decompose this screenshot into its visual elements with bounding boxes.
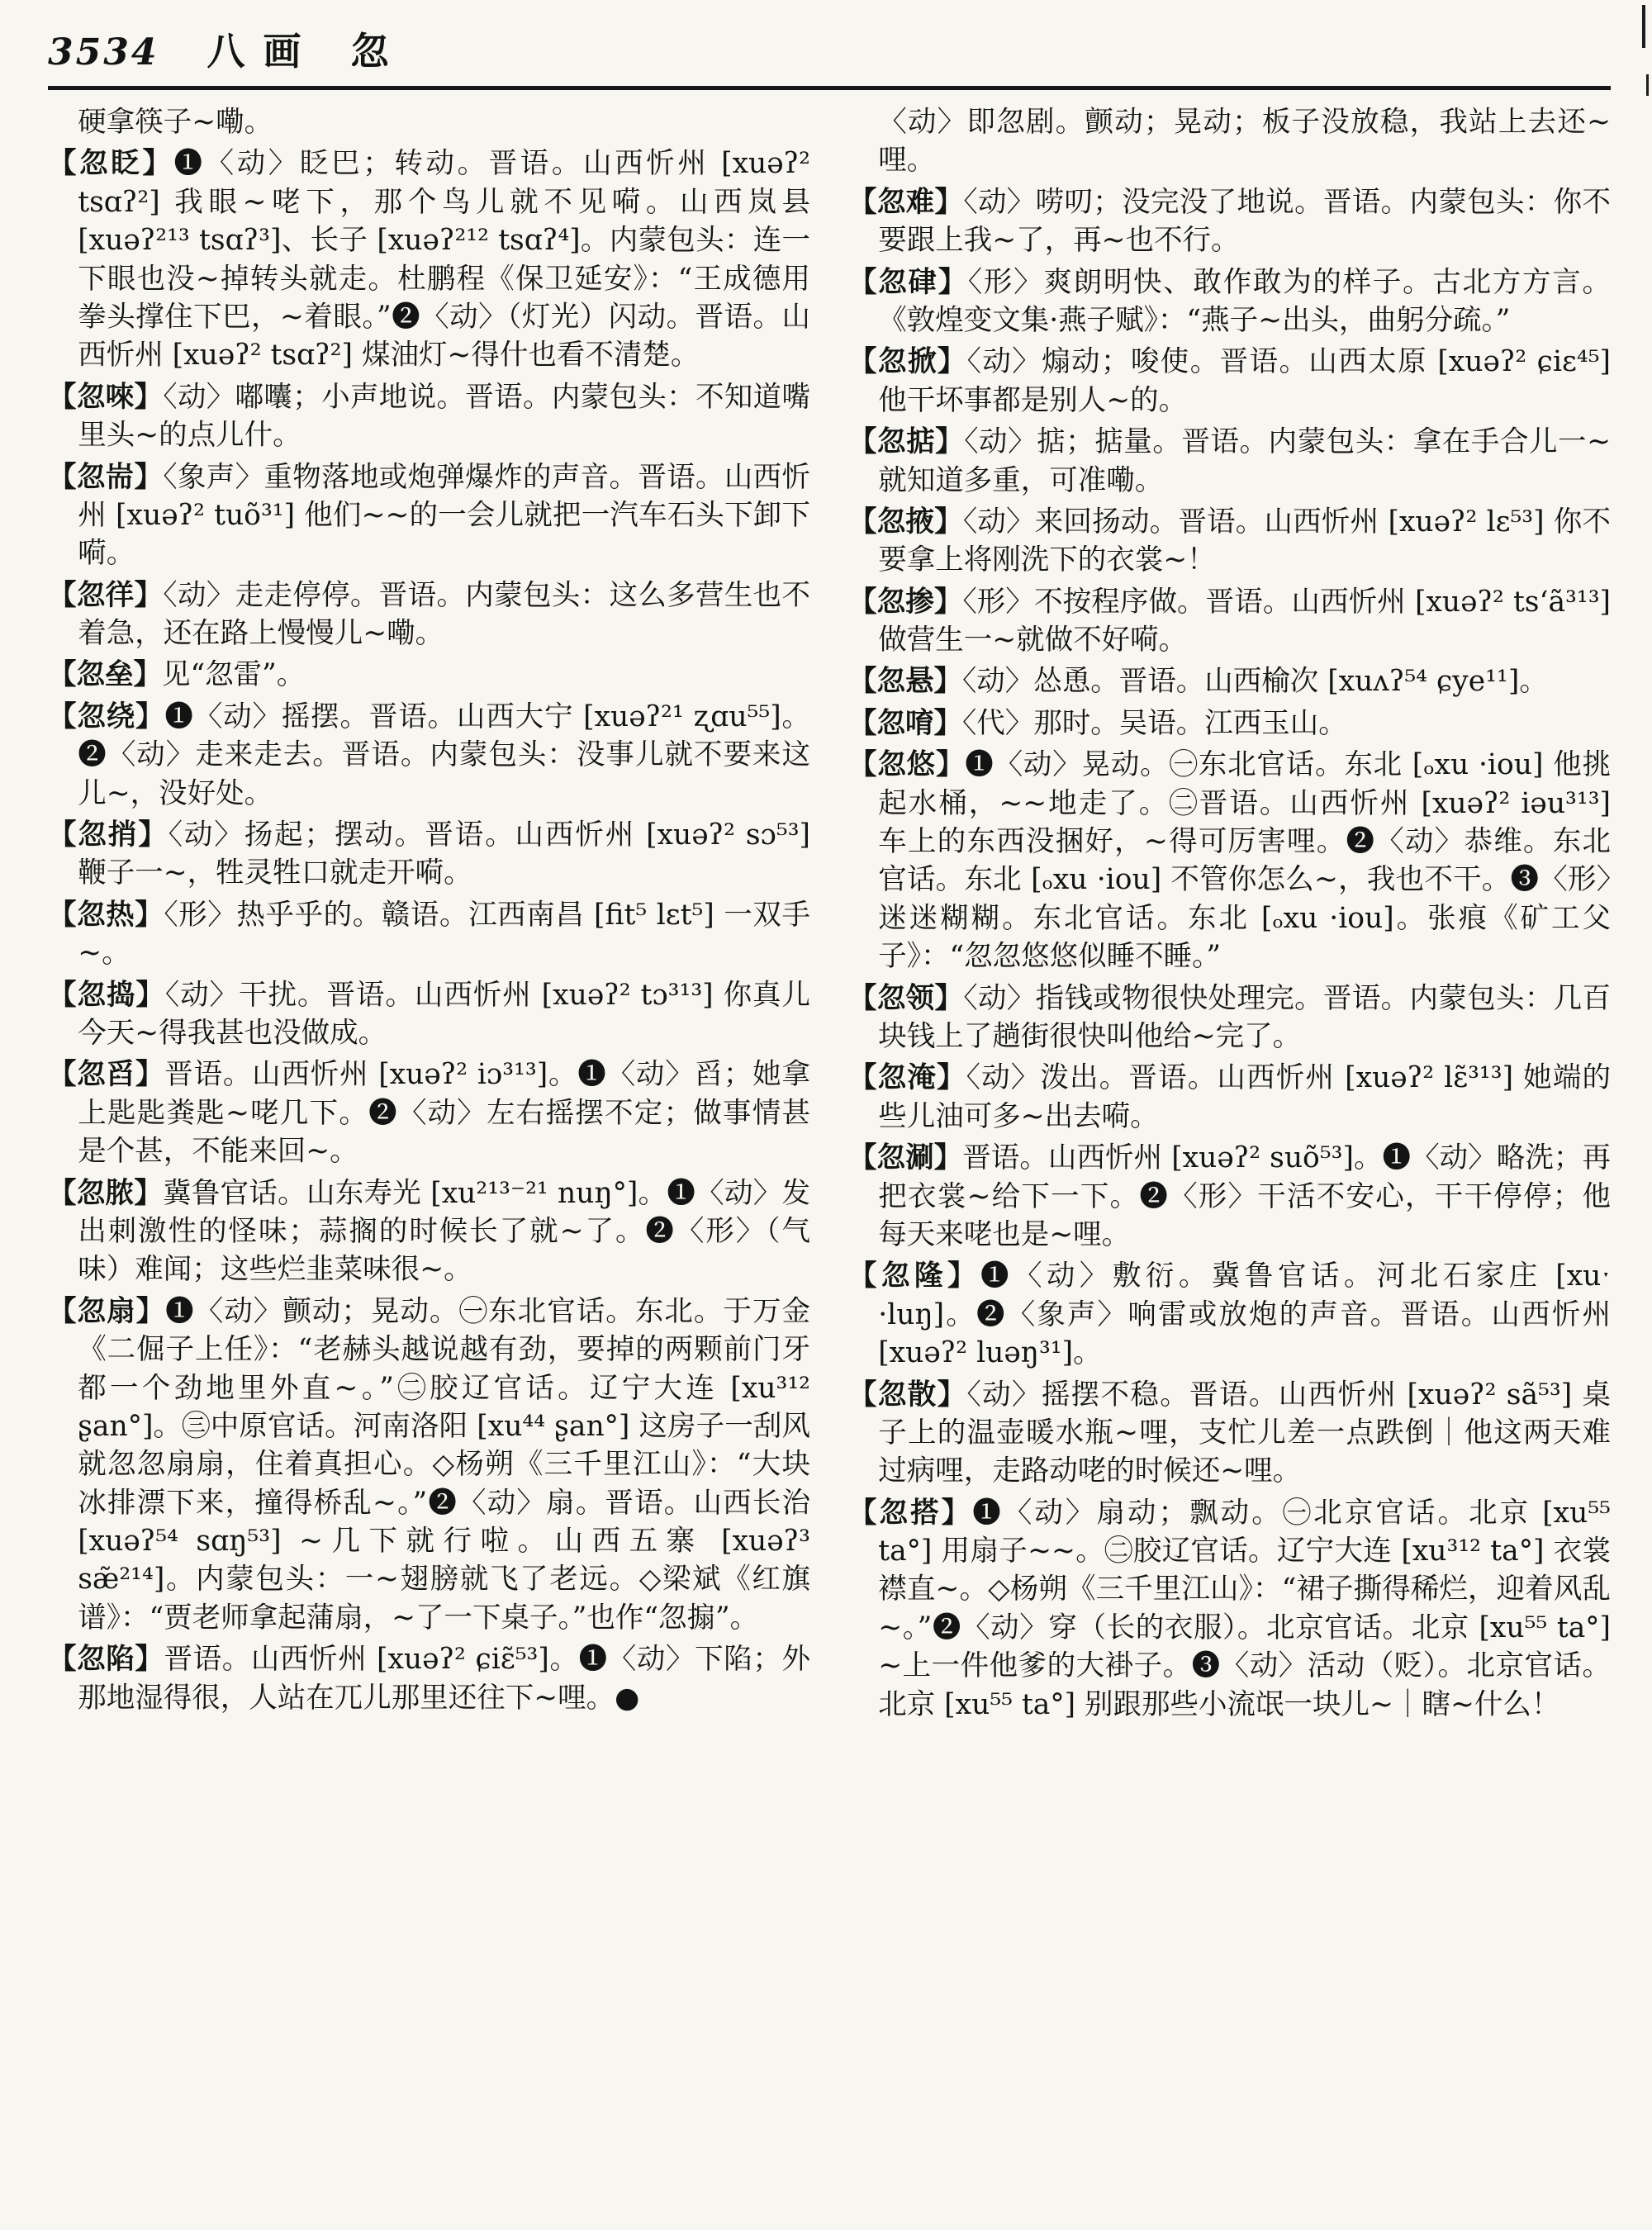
page-number: 3534 bbox=[48, 31, 159, 74]
dictionary-entry bbox=[48, 145, 810, 374]
entry-body: 〈动〉掂；掂量。晋语。内蒙包头：拿在手合儿一~就知道多重，可准嘞。 bbox=[878, 425, 1612, 497]
dictionary-entry bbox=[848, 1059, 1611, 1136]
page-header bbox=[48, 21, 1611, 76]
dictionary-entry bbox=[48, 1056, 810, 1170]
dictionary-entry bbox=[848, 1139, 1611, 1254]
entry-headword: 【忽掖】 bbox=[848, 505, 963, 539]
entry-headword: 【忽陷】 bbox=[48, 1643, 164, 1677]
entry-headword: 【忽隆】 bbox=[848, 1260, 980, 1293]
dictionary-entry bbox=[48, 1293, 810, 1638]
entry-continuation: 〈动〉即忽剧。颤动；晃动；板子没放稳，我站上去还~哩。 bbox=[878, 106, 1611, 178]
entry-headword: 【忽难】 bbox=[848, 185, 964, 219]
entry-body: 〈动〉唠叨；没完没了地说。晋语。内蒙包头：你不要跟上我~了，再~也不行。 bbox=[878, 185, 1612, 258]
dictionary-entry bbox=[848, 1494, 1611, 1724]
entry-body: ❶〈动〉晃动。㊀东北官话。东北 [ₒxu ·iou] 他挑起水桶，~~地走了。㊁晋语。山西忻州 [xuəʔ² iəu³¹³] 车上的东西没捆好，~得可厉害哩。❷〈动〉恭维。东北官话。东北 [ₒxu ·iou] 不管你怎么~，我也不干。❸〈形〉迷迷糊糊。东北官话。东北 [ₒxu ·iou]。张痕《矿工父子》：“忽忽悠悠似睡不睡。” bbox=[878, 748, 1612, 974]
entry-body: 〈动〉干扰。晋语。山西忻州 [xuəʔ² tɔ³¹³] 你真儿今天~得我甚也没做成。 bbox=[78, 978, 811, 1050]
entry-headword: 【忽淹】 bbox=[848, 1061, 966, 1095]
dictionary-entry bbox=[48, 698, 810, 813]
dictionary-entry bbox=[848, 662, 1611, 700]
entry-body: 〈形〉热乎乎的。赣语。江西南昌 [fit⁵ lɛt⁵] 一双手~。 bbox=[78, 898, 811, 970]
entry-headword: 【忽捣】 bbox=[48, 978, 165, 1012]
entry-headword: 【忽舀】 bbox=[48, 1058, 165, 1092]
entry-headword: 【忽掺】 bbox=[848, 585, 963, 619]
entry-body: 〈动〉摇摆不稳。晋语。山西忻州 [xuəʔ² sã⁵³] 桌子上的温壶暖水瓶~哩，支忙儿差一点跌倒｜他这两天难过病哩，走路动咾的时候还~哩。 bbox=[878, 1378, 1611, 1488]
dictionary-entry bbox=[48, 656, 810, 694]
dictionary-entry bbox=[48, 1174, 810, 1289]
entry-headword: 【忽绕】 bbox=[48, 700, 165, 733]
dictionary-entry bbox=[48, 896, 810, 973]
scan-artifact bbox=[1646, 74, 1649, 96]
entry-body: 〈动〉嘟囔；小声地说。晋语。内蒙包头：不知道嘴里头~的点儿什。 bbox=[78, 380, 811, 453]
dictionary-entry bbox=[848, 503, 1611, 580]
entry-headword: 【忽搭】 bbox=[848, 1496, 973, 1530]
entry-headword: 【忽掂】 bbox=[848, 425, 965, 459]
dictionary-entry bbox=[848, 705, 1611, 743]
entry-headword: 【忽耑】 bbox=[48, 460, 164, 494]
dictionary-entry bbox=[48, 458, 810, 573]
dictionary-entry bbox=[848, 1257, 1611, 1372]
entry-body: ❶〈动〉眨巴；转动。晋语。山西忻州 [xuəʔ² tsɑʔ²] 我眼~咾下，那个鸟儿就不见嗬。山西岚县 [xuəʔ²¹³ tsɑʔ³]、长子 [xuəʔ²¹² tsɑʔ⁴]。内蒙包头：连一下眼也没~掉转头就走。杜鹏程《保卫延安》：“王成德用拳头撑住下巴，~着眼。”❷〈动〉（灯光）闪动。晋语。山西忻州 [xuəʔ² tsɑʔ²] 煤油灯~得什也看不清楚。 bbox=[78, 147, 810, 372]
entry-body: 〈动〉走走停停。晋语。内蒙包头：这么多营生也不着急，还在路上慢慢儿~嘞。 bbox=[78, 578, 811, 651]
section-title: 八画 忽 bbox=[206, 29, 407, 74]
dictionary-entry bbox=[848, 746, 1611, 975]
right-column bbox=[848, 103, 1611, 1727]
dictionary-entry bbox=[848, 583, 1611, 660]
entry-headword: 【忽涮】 bbox=[848, 1141, 963, 1175]
dictionary-entry bbox=[48, 1640, 810, 1717]
left-column bbox=[48, 103, 810, 1727]
entry-body: 冀鲁官话。山东寿光 [xu²¹³⁻²¹ nuŋ°]。❶〈动〉发出刺激性的怪味；蒜搁的时候长了就~了。❷〈形〉（气味）难闻；这些烂韭菜味很~。 bbox=[78, 1176, 810, 1287]
entry-headword: 【忽垒】 bbox=[48, 658, 162, 692]
dictionary-entry bbox=[848, 980, 1611, 1056]
header-rule bbox=[48, 86, 1611, 90]
entry-body: ❶〈动〉摇摆。晋语。山西大宁 [xuəʔ²¹ ʐɑu⁵⁵]。❷〈动〉走来走去。晋语。内蒙包头：没事儿就不要来这儿~，没好处。 bbox=[78, 700, 811, 810]
scan-artifact bbox=[1642, 5, 1645, 48]
entry-headword: 【忽脓】 bbox=[48, 1176, 164, 1210]
dictionary-entry bbox=[48, 576, 810, 653]
entry-body: 〈象声〉重物落地或炮弹爆炸的声音。晋语。山西忻州 [xuəʔ² tuõ³¹] 他们~~的一会儿就把一汽车石头下卸下嗬。 bbox=[78, 460, 811, 571]
entry-body: 〈动〉指钱或物很快处理完。晋语。内蒙包头：几百块钱上了趟街很快叫他给~完了。 bbox=[878, 981, 1612, 1053]
two-column-text bbox=[48, 103, 1611, 1727]
dictionary-entry bbox=[848, 1376, 1611, 1491]
entry-headword: 【忽掀】 bbox=[848, 345, 967, 379]
entry-body: 见“忽雷”。 bbox=[162, 658, 306, 692]
entry-body: 〈形〉爽朗明快、敢作敢为的样子。古北方方言。《敦煌变文集·燕子赋》：“燕子~出头，曲躬分疏。” bbox=[878, 265, 1611, 337]
dictionary-entry bbox=[848, 183, 1611, 260]
entry-continuation: 硬拿筷子~嘞。 bbox=[78, 106, 273, 139]
dictionary-entry bbox=[48, 816, 810, 893]
entry-body: 晋语。山西忻州 [xuəʔ² suõ⁵³]。❶〈动〉略洗；再把衣裳~给下一下。❷〈形〉干活不安心，干干停停；他每天来咾也是~哩。 bbox=[878, 1141, 1611, 1251]
entry-headword: 【忽徉】 bbox=[48, 578, 164, 612]
entry-body: 〈动〉煽动；唆使。晋语。山西太原 [xuəʔ² ɕiɛ⁴⁵] 他干坏事都是别人~的。 bbox=[878, 345, 1611, 417]
entry-headword: 【忽捎】 bbox=[48, 818, 169, 852]
dictionary-entry bbox=[848, 343, 1611, 420]
dictionary-entry bbox=[48, 976, 810, 1053]
entry-body: ❶〈动〉颤动；晃动。㊀东北官话。东北。于万金《二倔子上任》：“老赫头越说越有劲，要掉的两颗前门牙都一个劲地里外直~。”㊁胶辽官话。辽宁大连 [xu³¹² ʂan°]。㊂中原官话。河南洛阳 [xu⁴⁴ ʂan°] 这房子一刮风就忽忽扇扇，住着真担心。◇杨朔《三千里江山》：“大块冰排漂下来，撞得桥乱~。”❷〈动〉扇。晋语。山西长治 [xuəʔ⁵⁴ sɑŋ⁵³] ~几下就行啦。山西五寨 [xuəʔ³ sæ̃²¹⁴]。内蒙包头：一~翅膀就飞了老远。◇梁斌《红旗谱》：“贾老师拿起蒲扇，~了一下桌子。”也作“忽搧”。 bbox=[78, 1294, 811, 1635]
entry-body: 〈动〉怂恿。晋语。山西榆次 [xuʌʔ⁵⁴ ɕye¹¹]。 bbox=[962, 665, 1548, 699]
entry-body: 〈动〉泼出。晋语。山西忻州 [xuəʔ² lɛ̃³¹³] 她端的些儿油可多~出去嗬。 bbox=[878, 1061, 1611, 1133]
entry-headword: 【忽领】 bbox=[848, 981, 964, 1015]
entry-headword: 【忽唻】 bbox=[48, 380, 164, 414]
dictionary-entry bbox=[848, 423, 1611, 500]
entry-headword: 【忽硉】 bbox=[848, 265, 968, 299]
dictionary-entry bbox=[848, 263, 1611, 340]
entry-headword: 【忽扇】 bbox=[48, 1294, 166, 1328]
entry-headword: 【忽悬】 bbox=[848, 665, 962, 699]
entry-headword: 【忽唷】 bbox=[848, 706, 962, 740]
entry-headword: 【忽热】 bbox=[48, 898, 164, 932]
entry-body: 〈动〉扬起；摆动。晋语。山西忻州 [xuəʔ² sɔ⁵³] 鞭子一~，牲灵牲口就走开嗬。 bbox=[78, 818, 810, 890]
dictionary-entry bbox=[48, 378, 810, 455]
entry-body: ❶〈动〉敷衍。冀鲁官话。河北石家庄 [xuˑ ·luŋ]。❷〈象声〉响雷或放炮的声音。晋语。山西忻州 [xuəʔ² luəŋ³¹]。 bbox=[878, 1260, 1612, 1370]
entry-headword: 【忽悠】 bbox=[848, 748, 966, 782]
entry-body: 晋语。山西忻州 [xuəʔ² iɔ³¹³]。❶〈动〉舀；她拿上匙匙粪匙~咾几下。❷〈动〉左右摇摆不定；做事情甚是个甚，不能来回~。 bbox=[78, 1058, 810, 1169]
entry-headword: 【忽眨】 bbox=[48, 147, 174, 181]
entry-body: 晋语。山西忻州 [xuəʔ² ɕiɛ̃⁵³]。❶〈动〉下陷；外那地湿得很，人站在兀儿那里还往下~哩。● bbox=[78, 1643, 810, 1715]
entry-body: 〈动〉来回扬动。晋语。山西忻州 [xuəʔ² lɛ⁵³] 你不要拿上将刚洗下的衣裳~！ bbox=[878, 505, 1611, 577]
entry-body: 〈代〉那时。吴语。江西玉山。 bbox=[962, 706, 1347, 740]
entry-headword: 【忽散】 bbox=[848, 1378, 967, 1412]
entry-body: 〈形〉不按程序做。晋语。山西忻州 [xuəʔ² tsʻã³¹³] 做营生一~就做不好嗬。 bbox=[878, 585, 1611, 657]
entry-body: ❶〈动〉扇动；飘动。㊀北京官话。北京 [xu⁵⁵ ta°] 用扇子~~。㊁胶辽官话。辽宁大连 [xu³¹² ta°] 衣裳襟直~。◇杨朔《三千里江山》：“裙子撕得稀烂，迎着风乱~。”❷〈动〉穿（长的衣服）。北京官话。北京 [xu⁵⁵ ta°] ~上一件他爹的大褂子。❸〈动〉活动（贬）。北京官话。北京 [xu⁵⁵ ta°] 别跟那些小流氓一块儿~｜瞎~什么！ bbox=[878, 1496, 1611, 1721]
